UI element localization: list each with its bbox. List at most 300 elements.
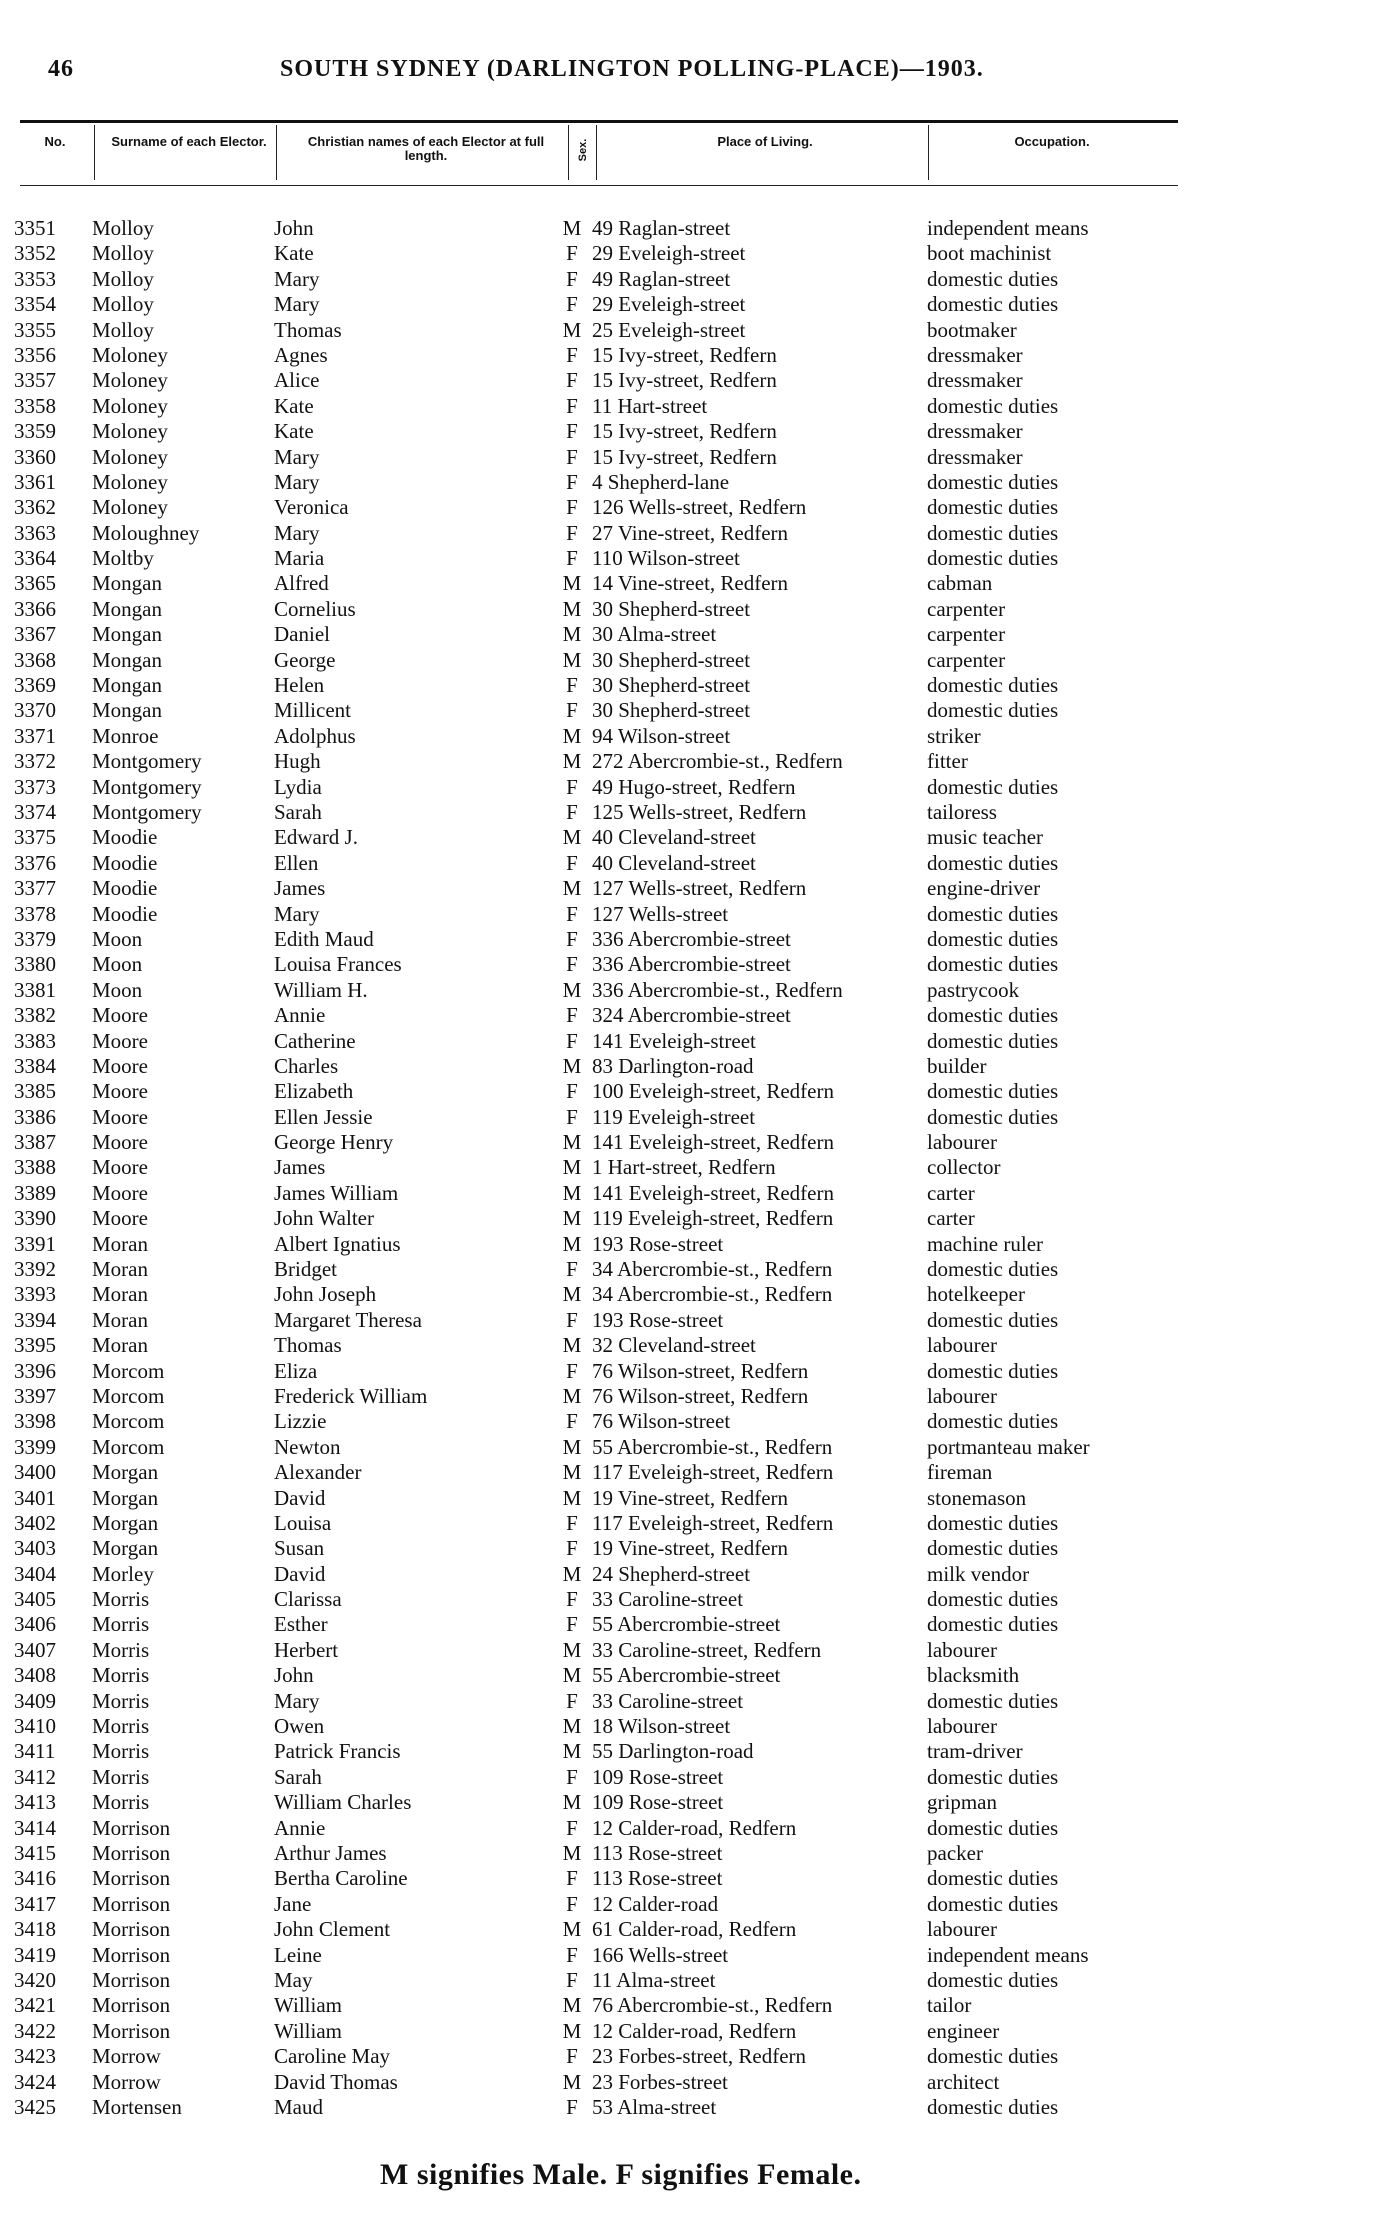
elector-place-of-living: 55 Darlington-road <box>592 1739 754 1764</box>
table-row <box>14 978 1174 1003</box>
elector-occupation: packer <box>927 1841 983 1865</box>
elector-occupation: independent means <box>927 216 1089 240</box>
table-row <box>14 1943 1174 1968</box>
elector-number: 3375 <box>14 825 56 850</box>
elector-place-of-living: 83 Darlington-road <box>592 1053 754 1078</box>
table-row <box>14 1308 1174 1333</box>
elector-place-of-living: 23 Forbes-street <box>592 2069 728 2094</box>
elector-sex: M <box>562 1917 582 1942</box>
elector-sex: F <box>566 1536 578 1561</box>
elector-occupation: music teacher <box>927 825 1044 850</box>
table-row <box>14 1587 1174 1612</box>
elector-sex: M <box>562 1180 582 1205</box>
elector-surname: Morgan <box>92 1510 159 1535</box>
table-row <box>14 470 1174 495</box>
table-row <box>14 1384 1174 1409</box>
elector-place-of-living: 15 Ivy-street, Redfern <box>592 368 777 393</box>
elector-occupation: domestic duties <box>927 546 1059 571</box>
table-row <box>14 952 1174 977</box>
elector-surname: Morgan <box>92 1485 159 1510</box>
elector-occupation: labourer <box>927 1637 997 1662</box>
elector-surname: Moore <box>92 1053 148 1078</box>
table-row <box>14 1739 1174 1764</box>
elector-surname: Morris <box>92 1688 150 1713</box>
elector-christian-names: Mary <box>274 1688 320 1713</box>
elector-occupation: collector <box>927 1155 1001 1180</box>
elector-occupation: domestic duties <box>927 2094 1059 2119</box>
elector-christian-names: Owen <box>274 1714 325 1739</box>
elector-occupation: domestic duties <box>927 1967 1059 1992</box>
table-row <box>14 1765 1174 1790</box>
elector-number: 3353 <box>14 266 56 291</box>
elector-christian-names: Maria <box>274 546 325 571</box>
elector-number: 3418 <box>14 1917 56 1942</box>
elector-place-of-living: 49 Hugo-street, Redfern <box>592 774 796 799</box>
elector-surname: Morcom <box>92 1409 165 1434</box>
table-row <box>14 597 1174 622</box>
elector-place-of-living: 113 Rose-street <box>592 1841 723 1865</box>
elector-christian-names: Jane <box>274 1891 312 1916</box>
elector-place-of-living: 1 Hart-street, Redfern <box>592 1155 776 1180</box>
elector-sex: F <box>566 469 578 494</box>
table-row <box>14 1359 1174 1384</box>
table-row <box>14 1409 1174 1434</box>
table-row <box>14 241 1174 266</box>
elector-number: 3368 <box>14 647 56 672</box>
elector-christian-names: George <box>274 647 336 672</box>
elector-surname: Morrison <box>92 1815 171 1840</box>
elector-sex: M <box>562 1460 582 1485</box>
table-row <box>14 851 1174 876</box>
elector-place-of-living: 336 Abercrombie-st., Redfern <box>592 977 843 1002</box>
elector-sex: F <box>566 546 578 571</box>
elector-place-of-living: 32 Cleveland-street <box>592 1333 756 1358</box>
elector-place-of-living: 34 Abercrombie-st., Redfern <box>592 1257 833 1282</box>
elector-sex: F <box>566 673 578 698</box>
elector-number: 3354 <box>14 292 56 317</box>
elector-sex: F <box>566 1587 578 1612</box>
elector-sex: F <box>566 1612 578 1637</box>
elector-surname: Moloney <box>92 368 168 393</box>
elector-number: 3355 <box>14 317 56 342</box>
elector-surname: Moore <box>92 1079 148 1104</box>
elector-surname: Molloy <box>92 216 154 240</box>
elector-occupation: builder <box>927 1053 987 1078</box>
elector-christian-names: Sarah <box>274 1764 322 1789</box>
elector-surname: Montgomery <box>92 799 202 824</box>
elector-number: 3395 <box>14 1333 56 1358</box>
table-row <box>14 1460 1174 1485</box>
elector-place-of-living: 49 Raglan-street <box>592 216 731 240</box>
elector-occupation: domestic duties <box>927 1409 1059 1434</box>
elector-number: 3383 <box>14 1028 56 1053</box>
table-row <box>14 724 1174 749</box>
table-row <box>14 1790 1174 1815</box>
elector-number: 3421 <box>14 1993 56 2018</box>
elector-sex: F <box>566 952 578 977</box>
elector-christian-names: Mary <box>274 266 320 291</box>
elector-christian-names: Mary <box>274 292 320 317</box>
elector-place-of-living: 19 Vine-street, Redfern <box>592 1485 789 1510</box>
elector-christian-names: George Henry <box>274 1130 394 1155</box>
elector-place-of-living: 29 Eveleigh-street <box>592 241 746 266</box>
elector-christian-names: Lydia <box>274 774 322 799</box>
elector-occupation: domestic duties <box>927 774 1059 799</box>
page-title: SOUTH SYDNEY (DARLINGTON POLLING-PLACE)—1903. <box>280 56 984 82</box>
elector-christian-names: John <box>274 1663 314 1688</box>
elector-sex: F <box>566 1510 578 1535</box>
col-divider <box>276 125 277 180</box>
elector-number: 3389 <box>14 1180 56 1205</box>
elector-place-of-living: 109 Rose-street <box>592 1764 724 1789</box>
elector-sex: F <box>566 799 578 824</box>
elector-number: 3409 <box>14 1688 56 1713</box>
elector-surname: Mongan <box>92 622 162 647</box>
elector-sex: M <box>562 622 582 647</box>
elector-occupation: dressmaker <box>927 419 1023 444</box>
col-head-no: No. <box>44 134 66 149</box>
elector-place-of-living: 336 Abercrombie-street <box>592 952 791 977</box>
elector-surname: Morris <box>92 1739 150 1764</box>
elector-christian-names: Edith Maud <box>274 926 374 951</box>
elector-surname: Morrison <box>92 1841 171 1865</box>
elector-sex: M <box>562 647 582 672</box>
elector-christian-names: William H. <box>274 977 368 1002</box>
elector-sex: F <box>566 1307 578 1332</box>
elector-sex: M <box>562 1637 582 1662</box>
elector-number: 3390 <box>14 1206 56 1231</box>
elector-surname: Moodie <box>92 825 158 850</box>
col-head-sex: Sex. <box>577 138 589 162</box>
elector-surname: Molloy <box>92 317 154 342</box>
table-row <box>14 1105 1174 1130</box>
elector-place-of-living: 141 Eveleigh-street, Redfern <box>592 1130 834 1155</box>
elector-sex: M <box>562 571 582 596</box>
elector-christian-names: Daniel <box>274 622 330 647</box>
elector-list <box>14 216 1174 2120</box>
elector-occupation: architect <box>927 2069 1000 2094</box>
elector-occupation: domestic duties <box>927 1307 1059 1332</box>
elector-christian-names: William <box>274 1993 342 2018</box>
elector-surname: Moodie <box>92 901 158 926</box>
elector-christian-names: James <box>274 1155 326 1180</box>
elector-occupation: engine-driver <box>927 876 1041 901</box>
elector-surname: Mongan <box>92 571 162 596</box>
elector-occupation: domestic duties <box>927 1891 1059 1916</box>
elector-sex: M <box>562 1714 582 1739</box>
elector-surname: Mortensen <box>92 2094 182 2119</box>
table-row <box>14 1029 1174 1054</box>
elector-place-of-living: 141 Eveleigh-street, Redfern <box>592 1180 834 1205</box>
elector-place-of-living: 61 Calder-road, Redfern <box>592 1917 797 1942</box>
elector-occupation: domestic duties <box>927 520 1059 545</box>
elector-christian-names: Alfred <box>274 571 329 596</box>
elector-place-of-living: 15 Ivy-street, Redfern <box>592 444 777 469</box>
elector-number: 3407 <box>14 1637 56 1662</box>
elector-occupation: domestic duties <box>927 266 1059 291</box>
elector-sex: M <box>562 1434 582 1459</box>
elector-occupation: stonemason <box>927 1485 1027 1510</box>
table-row <box>14 1663 1174 1688</box>
elector-sex: M <box>562 1663 582 1688</box>
elector-christian-names: John Walter <box>274 1206 374 1231</box>
elector-sex: F <box>566 292 578 317</box>
elector-christian-names: John Joseph <box>274 1282 377 1307</box>
elector-number: 3415 <box>14 1841 56 1865</box>
elector-place-of-living: 127 Wells-street, Redfern <box>592 876 807 901</box>
elector-place-of-living: 25 Eveleigh-street <box>592 317 746 342</box>
col-head-surname: Surname of each Elector. <box>111 134 267 149</box>
elector-place-of-living: 49 Raglan-street <box>592 266 731 291</box>
elector-place-of-living: 40 Cleveland-street <box>592 825 756 850</box>
elector-surname: Morris <box>92 1714 150 1739</box>
elector-surname: Moloney <box>92 342 168 367</box>
elector-sex: M <box>562 1739 582 1764</box>
elector-surname: Molloy <box>92 292 154 317</box>
col-head-christian: Christian names of each Elector at full length. <box>307 134 545 163</box>
table-row <box>14 2095 1174 2120</box>
elector-christian-names: Alice <box>274 368 320 393</box>
elector-place-of-living: 30 Alma-street <box>592 622 717 647</box>
elector-sex: M <box>562 1231 582 1256</box>
elector-sex: M <box>562 1333 582 1358</box>
elector-number: 3414 <box>14 1815 56 1840</box>
elector-place-of-living: 40 Cleveland-street <box>592 850 756 875</box>
elector-surname: Moltby <box>92 546 154 571</box>
elector-occupation: gripman <box>927 1790 997 1815</box>
elector-place-of-living: 117 Eveleigh-street, Redfern <box>592 1460 834 1485</box>
elector-sex: F <box>566 1891 578 1916</box>
elector-place-of-living: 12 Calder-road, Redfern <box>592 1815 797 1840</box>
elector-occupation: domestic duties <box>927 1587 1059 1612</box>
col-divider <box>94 125 95 180</box>
elector-place-of-living: 126 Wells-street, Redfern <box>592 495 807 520</box>
elector-occupation: labourer <box>927 1714 997 1739</box>
elector-surname: Morris <box>92 1790 150 1815</box>
elector-surname: Mongan <box>92 596 162 621</box>
elector-sex: F <box>566 1688 578 1713</box>
table-row <box>14 546 1174 571</box>
table-row <box>14 622 1174 647</box>
elector-christian-names: John <box>274 216 314 240</box>
elector-sex: F <box>566 1257 578 1282</box>
elector-occupation: domestic duties <box>927 901 1059 926</box>
elector-christian-names: Millicent <box>274 698 351 723</box>
elector-number: 3360 <box>14 444 56 469</box>
elector-number: 3370 <box>14 698 56 723</box>
elector-number: 3371 <box>14 723 56 748</box>
elector-number: 3373 <box>14 774 56 799</box>
elector-place-of-living: 34 Abercrombie-st., Redfern <box>592 1282 833 1307</box>
elector-surname: Moran <box>92 1333 148 1358</box>
elector-occupation: domestic duties <box>927 1028 1059 1053</box>
elector-surname: Montgomery <box>92 749 202 774</box>
elector-sex: M <box>562 1561 582 1586</box>
elector-occupation: domestic duties <box>927 1815 1059 1840</box>
elector-place-of-living: 33 Caroline-street <box>592 1688 744 1713</box>
elector-surname: Moran <box>92 1307 148 1332</box>
elector-number: 3408 <box>14 1663 56 1688</box>
elector-occupation: domestic duties <box>927 292 1059 317</box>
elector-christian-names: Helen <box>274 673 325 698</box>
elector-sex: F <box>566 2094 578 2119</box>
elector-place-of-living: 336 Abercrombie-street <box>592 926 791 951</box>
elector-number: 3392 <box>14 1257 56 1282</box>
elector-christian-names: Louisa <box>274 1510 332 1535</box>
elector-place-of-living: 76 Wilson-street, Redfern <box>592 1358 809 1383</box>
elector-sex: F <box>566 1942 578 1967</box>
elector-surname: Morris <box>92 1612 150 1637</box>
elector-place-of-living: 11 Alma-street <box>592 1967 716 1992</box>
table-row <box>14 1511 1174 1536</box>
elector-number: 3403 <box>14 1536 56 1561</box>
elector-christian-names: Veronica <box>274 495 349 520</box>
elector-occupation: dressmaker <box>927 342 1023 367</box>
elector-christian-names: Bertha Caroline <box>274 1866 408 1891</box>
elector-occupation: boot machinist <box>927 241 1052 266</box>
elector-sex: F <box>566 901 578 926</box>
header-rule <box>20 120 1178 123</box>
elector-christian-names: Agnes <box>274 342 328 367</box>
table-row <box>14 394 1174 419</box>
elector-occupation: blacksmith <box>927 1663 1020 1688</box>
elector-christian-names: David <box>274 1561 326 1586</box>
elector-christian-names: Mary <box>274 901 320 926</box>
elector-place-of-living: 30 Shepherd-street <box>592 698 751 723</box>
elector-place-of-living: 14 Vine-street, Redfern <box>592 571 789 596</box>
elector-place-of-living: 100 Eveleigh-street, Redfern <box>592 1079 834 1104</box>
elector-occupation: dressmaker <box>927 368 1023 393</box>
elector-surname: Moodie <box>92 876 158 901</box>
elector-number: 3393 <box>14 1282 56 1307</box>
elector-place-of-living: 15 Ivy-street, Redfern <box>592 342 777 367</box>
elector-sex: M <box>562 723 582 748</box>
elector-number: 3405 <box>14 1587 56 1612</box>
elector-sex: F <box>566 926 578 951</box>
elector-occupation: engineer <box>927 2018 1000 2043</box>
elector-christian-names: Eliza <box>274 1358 318 1383</box>
elector-occupation: domestic duties <box>927 1688 1059 1713</box>
column-headers <box>20 125 1178 183</box>
elector-surname: Morrison <box>92 1866 171 1891</box>
elector-place-of-living: 4 Shepherd-lane <box>592 469 730 494</box>
elector-surname: Morley <box>92 1561 154 1586</box>
elector-sex: F <box>566 1764 578 1789</box>
elector-number: 3399 <box>14 1434 56 1459</box>
elector-number: 3385 <box>14 1079 56 1104</box>
table-row <box>14 1130 1174 1155</box>
elector-occupation: domestic duties <box>927 495 1059 520</box>
elector-occupation: tailor <box>927 1993 972 2018</box>
table-row <box>14 1866 1174 1891</box>
elector-christian-names: Alexander <box>274 1460 362 1485</box>
table-row <box>14 902 1174 927</box>
table-row <box>14 1536 1174 1561</box>
elector-surname: Morgan <box>92 1460 159 1485</box>
elector-sex: F <box>566 1967 578 1992</box>
elector-number: 3406 <box>14 1612 56 1637</box>
elector-number: 3386 <box>14 1104 56 1129</box>
elector-christian-names: Esther <box>274 1612 328 1637</box>
elector-number: 3411 <box>14 1739 56 1764</box>
elector-occupation: domestic duties <box>927 1003 1059 1028</box>
table-row <box>14 1486 1174 1511</box>
table-row <box>14 1562 1174 1587</box>
table-row <box>14 1181 1174 1206</box>
elector-place-of-living: 24 Shepherd-street <box>592 1561 751 1586</box>
elector-christian-names: Bridget <box>274 1257 337 1282</box>
elector-place-of-living: 55 Abercrombie-street <box>592 1663 781 1688</box>
elector-christian-names: Caroline May <box>274 2044 391 2069</box>
elector-occupation: domestic duties <box>927 1764 1059 1789</box>
elector-number: 3362 <box>14 495 56 520</box>
elector-surname: Moran <box>92 1282 148 1307</box>
elector-number: 3417 <box>14 1891 56 1916</box>
table-row <box>14 2044 1174 2069</box>
table-row <box>14 343 1174 368</box>
col-divider <box>568 125 569 180</box>
table-row <box>14 876 1174 901</box>
elector-occupation: independent means <box>927 1942 1089 1967</box>
elector-christian-names: Herbert <box>274 1637 339 1662</box>
col-head-occupation: Occupation. <box>1014 134 1090 149</box>
elector-number: 3356 <box>14 342 56 367</box>
elector-place-of-living: 33 Caroline-street <box>592 1587 744 1612</box>
header-bottom-rule <box>20 185 1178 186</box>
elector-number: 3376 <box>14 850 56 875</box>
elector-christian-names: Elizabeth <box>274 1079 354 1104</box>
elector-christian-names: Margaret Theresa <box>274 1307 422 1332</box>
elector-number: 3367 <box>14 622 56 647</box>
table-row <box>14 1206 1174 1231</box>
elector-number: 3401 <box>14 1485 56 1510</box>
elector-number: 3372 <box>14 749 56 774</box>
table-row <box>14 1638 1174 1663</box>
elector-occupation: labourer <box>927 1333 997 1358</box>
elector-occupation: domestic duties <box>927 673 1059 698</box>
elector-surname: Moran <box>92 1257 148 1282</box>
elector-occupation: domestic duties <box>927 850 1059 875</box>
elector-sex: M <box>562 1993 582 2018</box>
table-row <box>14 1968 1174 1993</box>
table-row <box>14 368 1174 393</box>
elector-number: 3422 <box>14 2018 56 2043</box>
table-row <box>14 216 1174 241</box>
elector-place-of-living: 127 Wells-street <box>592 901 729 926</box>
elector-christian-names: James William <box>274 1180 399 1205</box>
elector-christian-names: Louisa Frances <box>274 952 402 977</box>
elector-place-of-living: 76 Wilson-street <box>592 1409 731 1434</box>
elector-sex: F <box>566 393 578 418</box>
elector-surname: Moloney <box>92 393 168 418</box>
elector-occupation: carpenter <box>927 622 1006 647</box>
elector-sex: M <box>562 1383 582 1408</box>
elector-place-of-living: 12 Calder-road, Redfern <box>592 2018 797 2043</box>
elector-sex: M <box>562 1155 582 1180</box>
elector-place-of-living: 27 Vine-street, Redfern <box>592 520 789 545</box>
elector-number: 3374 <box>14 799 56 824</box>
elector-occupation: striker <box>927 723 981 748</box>
table-row <box>14 1689 1174 1714</box>
elector-number: 3379 <box>14 926 56 951</box>
elector-place-of-living: 53 Alma-street <box>592 2094 717 2119</box>
elector-place-of-living: 29 Eveleigh-street <box>592 292 746 317</box>
elector-sex: M <box>562 2069 582 2094</box>
elector-surname: Moloughney <box>92 520 200 545</box>
elector-surname: Moon <box>92 952 143 977</box>
elector-surname: Moore <box>92 1180 148 1205</box>
table-row <box>14 1816 1174 1841</box>
